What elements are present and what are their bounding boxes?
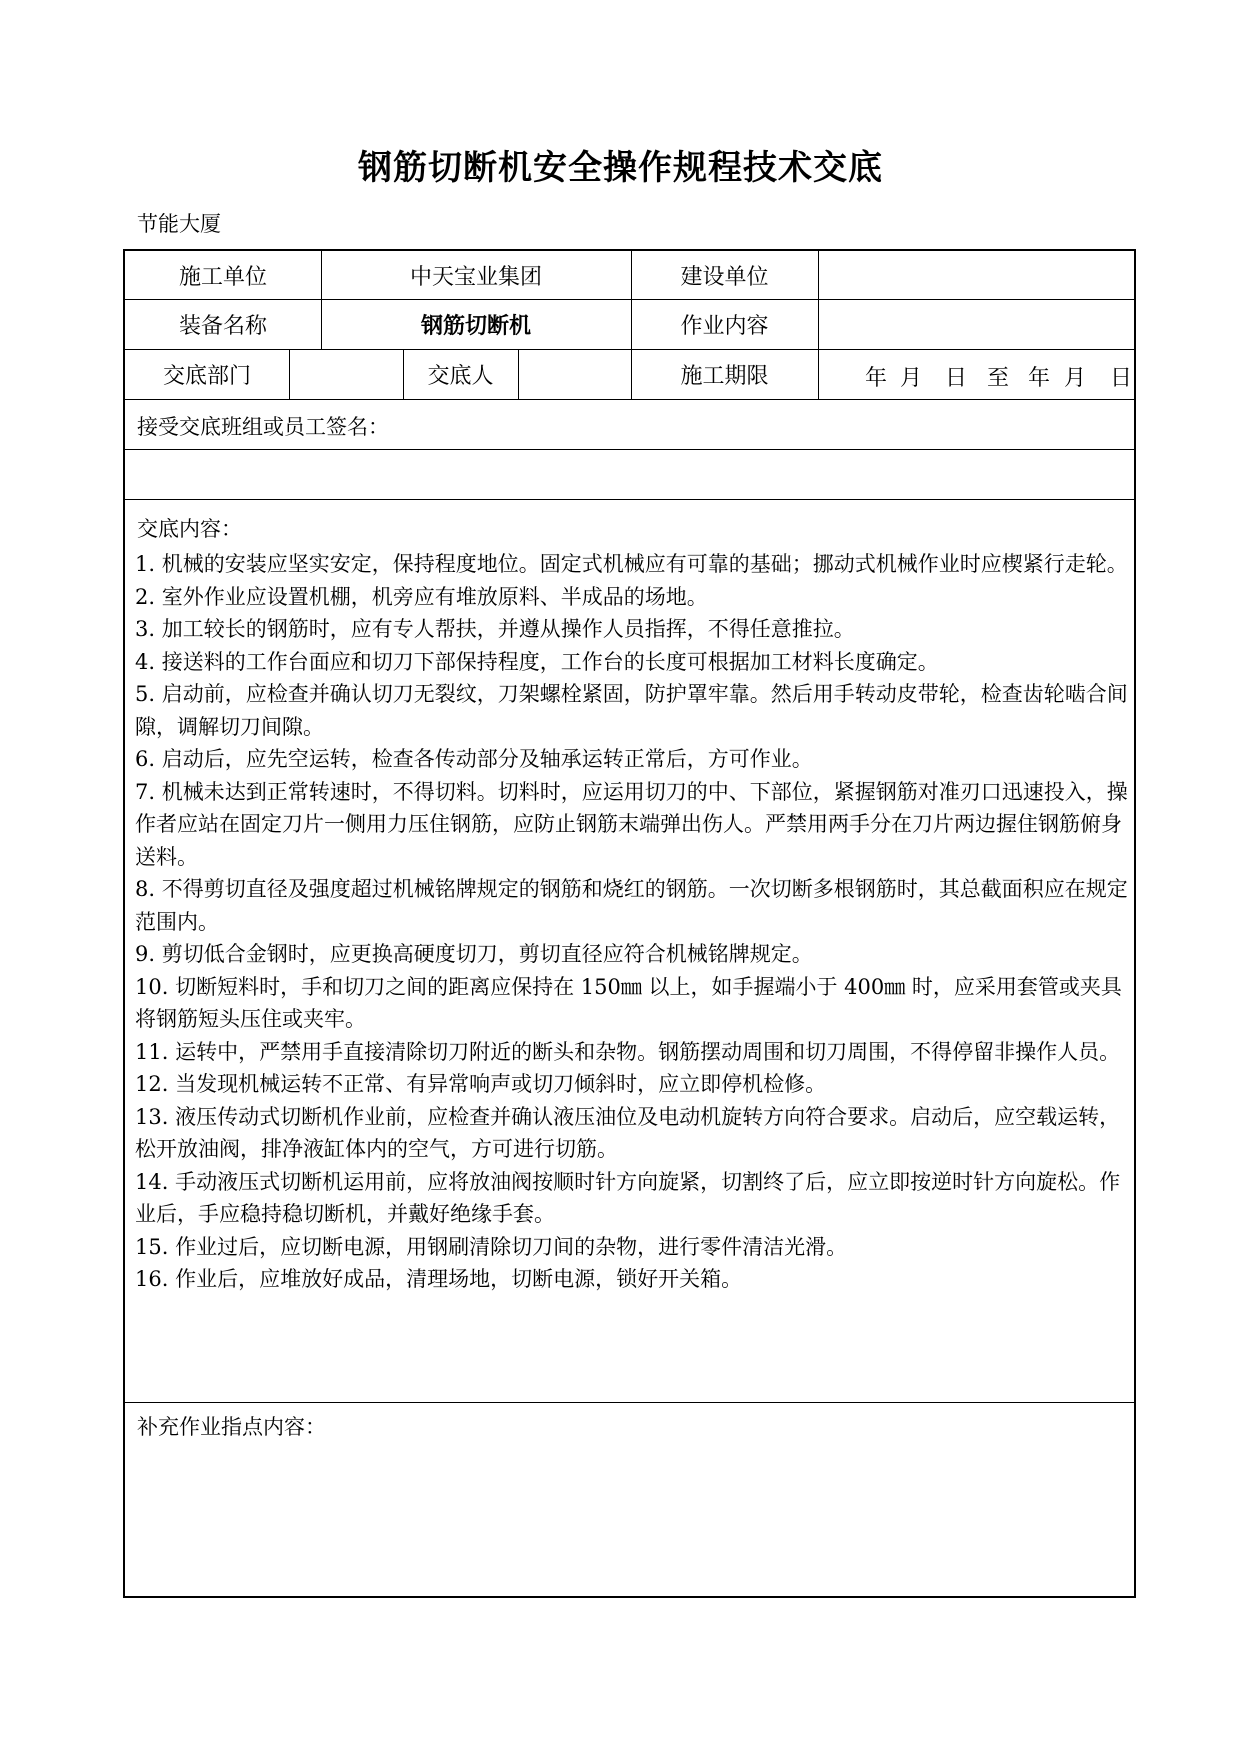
content-item: 7. 机械未达到正常转速时，不得切料。切料时，应运用切刀的中、下部位，紧握钢筋对准刃口迅速投入，操作者应站在固定刀片一侧用力压住钢筋，应防止钢筋末端弹出伤人。严禁用两手分在刀片两边握住钢筋俯身送料。: [135, 779, 1128, 869]
row-divider: [125, 449, 1134, 450]
content-item: 13. 液压传动式切断机作业前，应检查并确认液压油位及电动机旋转方向符合要求。启动后，应空载运转，松开放油阀，排净液缸体内的空气，方可进行切筋。: [135, 1104, 1121, 1161]
project-name: 节能大厦: [137, 212, 221, 236]
dept-label: 交底部门: [162, 363, 251, 389]
content-item: 6. 启动后，应先空运转，检查各传动部分及轴承运转正常后，方可作业。: [135, 747, 813, 771]
construction-unit-value: 中天宝业集团: [409, 264, 542, 290]
content-label: 交底内容：: [137, 517, 242, 541]
content-item: 5. 启动前，应检查并确认切刀无裂纹，刀架螺栓紧固，防护罩牢靠。然后用手转动皮带轮，检查齿轮啮合间隙，调解切刀间隙。: [135, 682, 1128, 739]
period-month-end: 月: [1064, 366, 1087, 391]
document-title: 钢筋切断机安全操作规程技术交底: [358, 148, 883, 188]
content-item: 9. 剪切低合金钢时，应更换高硬度切刀，剪切直径应符合机械铭牌规定。: [135, 942, 813, 966]
work-content-value: [818, 299, 1134, 349]
content-item: 1. 机械的安装应坚实安定，保持程度地位。固定式机械应有可靠的基础；挪动式机械作业时应楔紧行走轮。: [135, 552, 1128, 576]
construction-unit-label: 施工单位: [178, 264, 267, 290]
person-label: 交底人: [427, 363, 494, 389]
equipment-value: 钢筋切断机: [420, 313, 531, 339]
period-month-start: 月: [900, 366, 923, 391]
person-value: [518, 349, 631, 399]
dept-value: [289, 349, 403, 399]
period-day-end: 日: [1110, 366, 1133, 391]
owner-unit-label: 建设单位: [680, 264, 769, 290]
content-item: 16. 作业后，应堆放好成品，清理场地，切断电源，锁好开关箱。: [135, 1267, 743, 1291]
period-label: 施工期限: [680, 363, 769, 389]
period-year-start: 年: [865, 366, 888, 391]
content-item: 15. 作业过后，应切断电源，用钢刷清除切刀间的杂物，进行零件清洁光滑。: [135, 1234, 848, 1259]
briefing-content: [135, 548, 1131, 1296]
row-divider: [125, 1402, 1134, 1403]
row-divider: [125, 399, 1134, 400]
equipment-label: 装备名称: [178, 313, 267, 339]
period-value: [818, 361, 1134, 389]
content-item: 10. 切断短料时，手和切刀之间的距离应保持在 150㎜ 以上，如手握端小于 400㎜ 时，应采用套管或夹具将钢筋短头压住或夹牢。: [135, 974, 1122, 1031]
period-day-start: 日: [945, 366, 968, 391]
row-divider: [125, 499, 1134, 500]
content-item: 2. 室外作业应设置机棚，机旁应有堆放原料、半成品的场地。: [135, 584, 708, 609]
content-item: 4. 接送料的工作台面应和切刀下部保持程度，工作台的长度可根据加工材料长度确定。: [135, 649, 939, 674]
content-item: 3. 加工较长的钢筋时，应有专人帮扶，并遵从操作人员指挥，不得任意推拉。: [135, 617, 855, 641]
content-item: 14. 手动液压式切断机运用前，应将放油阀按顺时针方向旋紧，切割终了后，应立即按逆时针方向旋松。作业后，手应稳持稳切断机，并戴好绝缘手套。: [135, 1169, 1121, 1226]
content-item: 12. 当发现机械运转不正常、有异常响声或切刀倾斜时，应立即停机检修。: [135, 1072, 827, 1096]
period-year-end: 年: [1028, 366, 1051, 391]
period-to: 至: [987, 366, 1010, 391]
content-item: 8. 不得剪切直径及强度超过机械铭牌规定的钢筋和烧红的钢筋。一次切断多根钢筋时，其总截面积应在规定范围内。: [135, 877, 1128, 934]
signature-label: 接受交底班组或员工签名：: [137, 415, 389, 439]
owner-unit-value: [818, 251, 1134, 299]
content-item: 11. 运转中，严禁用手直接清除切刀附近的断头和杂物。钢筋摆动周围和切刀周围，不得停留非操作人员。: [135, 1039, 1121, 1064]
work-content-label: 作业内容: [680, 313, 769, 339]
supplement-label: 补充作业指点内容：: [137, 1415, 326, 1439]
